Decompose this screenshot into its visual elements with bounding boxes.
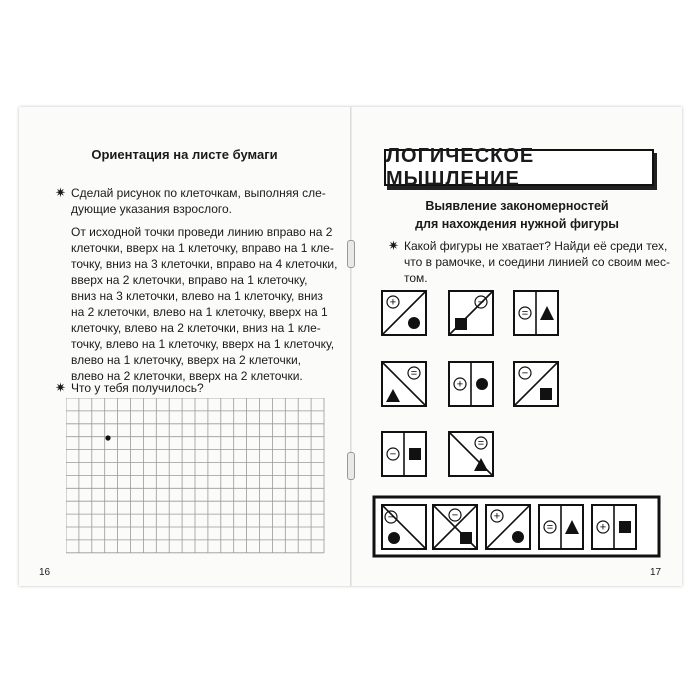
section-subtitle: Выявление закономерностей для нахождения нужной фигуры xyxy=(415,199,619,231)
task1-bullet: ✷ xyxy=(55,185,66,200)
svg-text:+: + xyxy=(389,296,397,309)
option-5[interactable] xyxy=(592,505,636,549)
start-point xyxy=(105,435,110,440)
tile-r1-c2 xyxy=(449,291,493,335)
page-number-right: 17 xyxy=(650,567,662,578)
svg-text:−: − xyxy=(477,296,485,309)
drawing-grid[interactable] xyxy=(66,398,325,558)
instructions-text: От исходной точки проведи линию вправо на 2 клеточки, вверх на 1 клеточку, вправо на 1 кле- точку, вниз на 3 клеточки, вправо на 4 клеточки, вверх на 2 клеточки, вправо на 1 клеточку, вниз на 3 клеточки, влево на 1 клеточку, вниз на 2 клеточки, влево на 1 клеточку, вверх на 1 клеточку, влево на 2 клеточки, вниз на 1 кле- точку, влево на 1 клеточку, вверх на 1 клеточку, влево на 1 клеточку, вверх на 2 клеточки, влево на 2 клеточки, вверх на 2 клеточки. xyxy=(71,225,338,383)
task1-text: Сделай рисунок по клеточкам, выполняя сле- дующие указания взрослого. xyxy=(71,186,326,216)
svg-text:=: = xyxy=(410,367,418,380)
option-4[interactable] xyxy=(539,505,583,549)
puzzle-area xyxy=(352,107,682,586)
workbook-spread xyxy=(19,107,682,586)
svg-text:=: = xyxy=(521,307,529,320)
tile-r2-c1 xyxy=(382,362,426,406)
option-2[interactable] xyxy=(433,505,477,549)
tile-r3-c1 xyxy=(382,432,426,476)
tile-r1-c1 xyxy=(382,291,426,335)
tile-r2-c2 xyxy=(449,362,493,406)
right-page xyxy=(352,107,682,586)
task-bullet: ✷ xyxy=(388,238,399,253)
svg-text:−: − xyxy=(521,367,529,380)
option-1[interactable] xyxy=(382,505,426,549)
left-page-title: Ориентация на листе бумаги xyxy=(91,147,278,162)
question-text: Что у тебя получилось? xyxy=(71,381,204,395)
option-3[interactable] xyxy=(486,505,530,549)
svg-text:−: − xyxy=(387,511,395,524)
svg-text:=: = xyxy=(477,437,485,450)
svg-text:+: + xyxy=(599,521,607,534)
svg-text:=: = xyxy=(546,521,554,534)
svg-text:−: − xyxy=(451,509,459,522)
svg-text:+: + xyxy=(456,378,464,391)
task-text: Какой фигуры не хватает? Найди её среди тех, что в рамочке, и соедини линией со своим мес- том. xyxy=(404,239,670,285)
svg-text:−: − xyxy=(389,448,397,461)
left-page xyxy=(19,107,350,586)
tile-r1-c3 xyxy=(514,291,558,335)
svg-text:+: + xyxy=(493,510,501,523)
tile-r2-c3 xyxy=(514,362,558,406)
question-bullet: ✷ xyxy=(55,380,66,395)
tile-r3-c2 xyxy=(449,432,493,476)
section-banner: ЛОГИЧЕСКОЕ МЫШЛЕНИЕ xyxy=(384,149,654,186)
page-number-left: 16 xyxy=(39,567,51,578)
